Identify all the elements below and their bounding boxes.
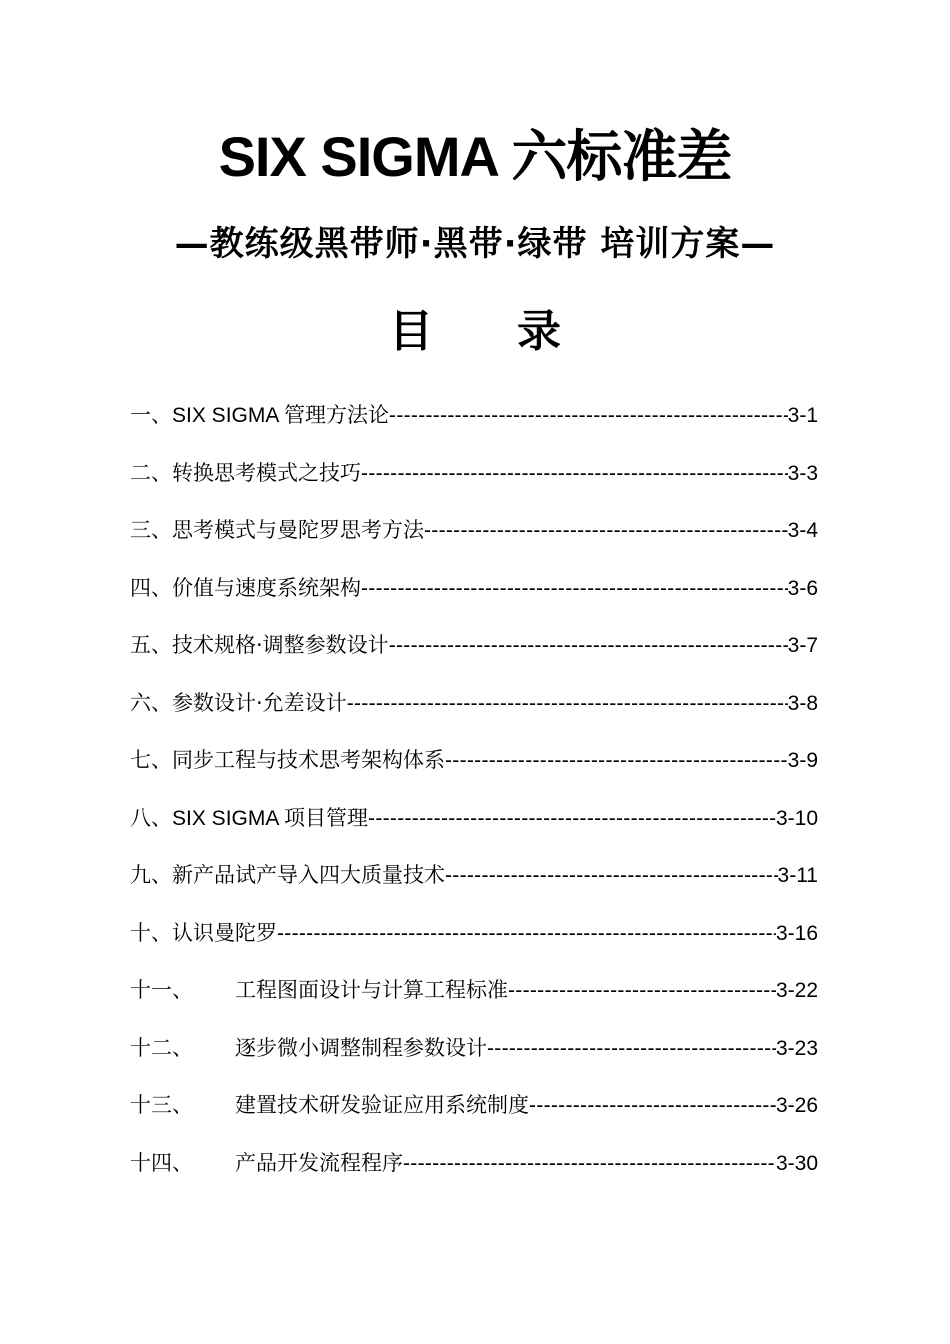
- toc-entry-number: 九、: [130, 863, 172, 887]
- toc-entry-page: 3-3: [787, 461, 818, 485]
- toc-entry[interactable]: [130, 451, 818, 509]
- toc-entry[interactable]: [130, 968, 818, 1026]
- toc-dot-leader: [389, 394, 788, 438]
- toc-entry-title: SIX SIGMA 管理方法论: [172, 404, 390, 427]
- toc-dot-leader: [361, 567, 788, 611]
- toc-entry-title: 产品开发流程程序: [235, 1150, 403, 1175]
- toc-entry-number: 八、: [130, 805, 172, 830]
- toc-heading-char-1: 目: [389, 306, 433, 357]
- toc-entry-page: 3-30: [775, 1151, 818, 1175]
- toc-entry-title: 同步工程与技术思考架构体系: [172, 748, 445, 772]
- document-subtitle: —教练级黑带师·黑带·绿带 培训方案—: [174, 224, 776, 264]
- toc-dot-leader: [368, 797, 776, 841]
- toc-entry-page: 3-7: [787, 634, 818, 657]
- toc-entry-number: 四、: [130, 575, 172, 600]
- toc-entry-page: 3-1: [787, 404, 818, 427]
- toc-entry[interactable]: [130, 681, 818, 739]
- toc-entry[interactable]: [130, 1141, 818, 1199]
- toc-entry-title: 思考模式与曼陀罗思考方法: [172, 518, 424, 542]
- toc-entry-title: 工程图面设计与计算工程标准: [235, 978, 508, 1002]
- toc-dot-leader: [361, 452, 788, 496]
- toc-dot-leader: [445, 739, 788, 783]
- toc-entry-number: 六、: [130, 690, 172, 715]
- toc-entry-title: 价值与速度系统架构: [172, 575, 361, 600]
- toc-entry[interactable]: [130, 796, 818, 854]
- toc-entry-title: 技术规格·调整参数设计: [172, 633, 389, 657]
- toc-entry-number: 三、: [130, 518, 172, 542]
- toc-entry[interactable]: [130, 911, 818, 969]
- toc-entry-page: 3-11: [777, 864, 818, 887]
- toc-entry[interactable]: [130, 508, 818, 566]
- toc-entry-page: 3-16: [775, 921, 818, 945]
- toc-entry-title: 转换思考模式之技巧: [172, 460, 361, 485]
- toc-entry-page: 3-22: [775, 979, 818, 1002]
- toc-dot-leader: [529, 1084, 776, 1128]
- toc-entry-page: 3-10: [775, 806, 818, 830]
- toc-dot-leader: [508, 969, 776, 1013]
- toc-dot-leader: [403, 1142, 776, 1186]
- toc-entry-page: 3-4: [787, 519, 818, 542]
- toc-entry[interactable]: [130, 1026, 818, 1084]
- toc-entry-number: 二、: [130, 460, 172, 485]
- toc-entry-title: 参数设计·允差设计: [172, 690, 347, 715]
- toc-entry-number: 十四、: [130, 1150, 193, 1175]
- toc-entry-page: 3-6: [787, 576, 818, 600]
- toc-heading-char-2: 录: [517, 306, 561, 357]
- document-title: SIX SIGMA 六标准差: [218, 125, 732, 188]
- toc-entry-number: 一、: [130, 403, 172, 427]
- toc-dot-leader: [424, 509, 788, 553]
- toc-entry-number: 十三、: [130, 1093, 193, 1117]
- toc-entry-page: 3-26: [775, 1094, 818, 1117]
- table-of-contents: [130, 393, 818, 1198]
- toc-entry-number: 十二、: [130, 1035, 193, 1060]
- toc-entry[interactable]: [130, 393, 818, 451]
- toc-entry[interactable]: [130, 623, 818, 681]
- toc-entry[interactable]: [130, 566, 818, 624]
- toc-entry-title: 新产品试产导入四大质量技术: [172, 863, 445, 887]
- toc-entry-number: 十一、: [130, 978, 193, 1002]
- toc-dot-leader: [347, 682, 788, 726]
- toc-entry-page: 3-23: [775, 1036, 818, 1060]
- toc-entry[interactable]: [130, 1083, 818, 1141]
- toc-heading: [0, 300, 950, 364]
- toc-entry-number: 七、: [130, 748, 172, 772]
- toc-dot-leader: [445, 854, 778, 898]
- toc-entry-number: 十、: [130, 920, 172, 945]
- toc-dot-leader: [277, 912, 776, 956]
- toc-entry-title: 认识曼陀罗: [172, 920, 277, 945]
- toc-entry[interactable]: [130, 738, 818, 796]
- toc-entry-title: 建置技术研发验证应用系统制度: [235, 1093, 529, 1117]
- toc-entry[interactable]: [130, 853, 818, 911]
- toc-entry-title: SIX SIGMA 项目管理: [172, 806, 369, 830]
- toc-entry-page: 3-9: [787, 749, 818, 772]
- toc-dot-leader: [487, 1027, 776, 1071]
- toc-entry-title: 逐步微小调整制程参数设计: [235, 1035, 487, 1060]
- toc-dot-leader: [389, 624, 788, 668]
- toc-entry-number: 五、: [130, 633, 172, 657]
- toc-entry-page: 3-8: [787, 691, 818, 715]
